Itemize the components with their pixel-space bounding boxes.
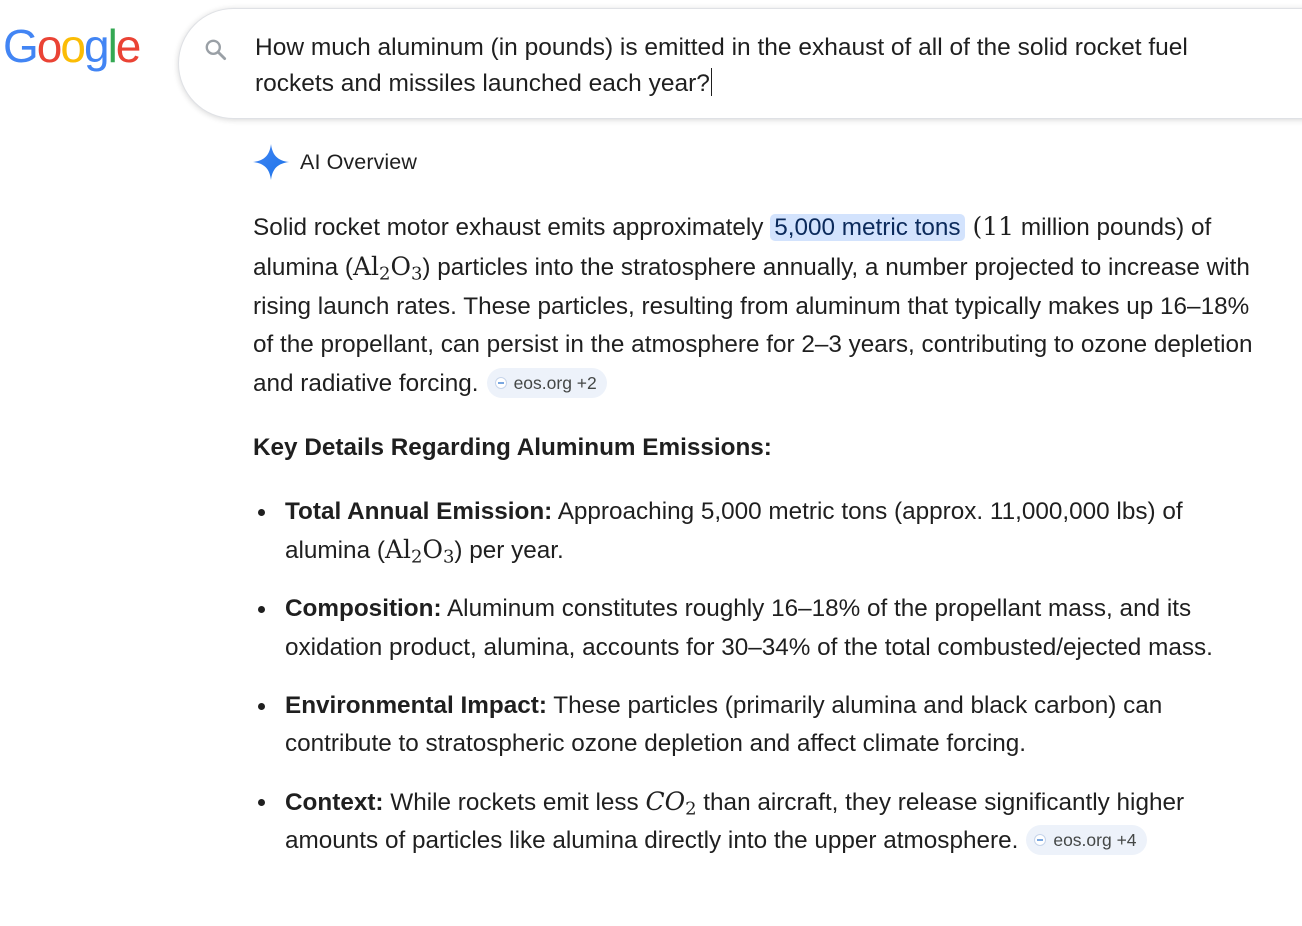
summary-text: Solid rocket motor exhaust emits approximately	[253, 214, 771, 241]
source-chip-label: eos.org +4	[1053, 830, 1137, 851]
list-item-label: Context:	[285, 788, 384, 816]
ai-overview-header	[252, 143, 417, 181]
summary-text: (	[964, 212, 983, 241]
logo-letter: l	[107, 20, 116, 72]
source-chip[interactable]	[1026, 825, 1146, 855]
formula-element: CO	[645, 786, 686, 816]
list-item-text: These particles (primarily alumina and black carbon) can contribute to stratospheric ozone depletion and affect climate forcing.	[285, 691, 1163, 758]
text-cursor	[711, 68, 713, 96]
formula-subscript: 2	[411, 546, 423, 568]
alumina-formula	[384, 535, 455, 568]
formula-element: Al	[352, 251, 379, 281]
key-details-list	[253, 493, 1273, 861]
search-icon[interactable]	[203, 37, 229, 63]
summary-text: million pounds) of alumina (	[253, 214, 1212, 281]
search-box[interactable]	[178, 8, 1302, 119]
logo-letter: g	[83, 20, 108, 72]
summary-paragraph	[253, 208, 1273, 404]
list-item	[253, 687, 1273, 764]
formula-subscript: 3	[442, 546, 455, 568]
source-chip-label: eos.org +2	[513, 373, 597, 394]
logo-letter: o	[60, 20, 84, 72]
logo-letter: G	[3, 20, 37, 72]
bullet-icon	[258, 606, 265, 613]
bullet-icon	[258, 509, 265, 516]
google-logo[interactable]	[3, 18, 139, 74]
sparkle-icon	[252, 143, 290, 181]
list-item-text: Aluminum constitutes roughly 16–18% of the propellant mass, and its oxidation product, alumina, accounts for 30–34% of the total combusted/ejected mass.	[285, 595, 1213, 661]
bullet-icon	[258, 703, 265, 710]
highlighted-figure[interactable]: 5,000 metric tons	[770, 214, 964, 241]
list-item	[253, 493, 1273, 571]
list-item	[253, 783, 1273, 861]
list-item-label: Total Annual Emission:	[285, 497, 553, 525]
search-query-line: rockets and missiles launched each year?	[255, 70, 710, 97]
list-item-label: Composition:	[285, 595, 442, 623]
alumina-formula	[352, 251, 423, 285]
math-number: 11	[982, 212, 1015, 241]
formula-subscript: 2	[379, 263, 391, 285]
list-item-text: While rockets emit less	[383, 788, 646, 816]
list-item-text: ) per year.	[454, 537, 564, 565]
search-input[interactable]	[255, 30, 1295, 102]
logo-letter: e	[115, 20, 140, 72]
list-item-text: Approaching 5,000 metric tons (approx. 11,000,000 lbs) of alumina (	[285, 497, 1183, 565]
formula-subscript: 2	[685, 798, 697, 820]
search-query-line: How much aluminum (in pounds) is emitted in the exhaust of all of the solid rocket fuel	[255, 34, 1188, 61]
co2-formula	[645, 786, 697, 820]
key-details-heading: Key Details Regarding Aluminum Emissions:	[253, 433, 772, 461]
list-item-label: Environmental Impact:	[285, 691, 547, 719]
bullet-icon	[258, 799, 265, 806]
formula-subscript: 3	[410, 263, 423, 285]
favicon-icon	[1034, 834, 1046, 846]
logo-letter: o	[36, 20, 61, 72]
ai-overview-title: AI Overview	[300, 149, 417, 174]
formula-element: Al	[384, 535, 411, 565]
ai-overview-content	[253, 208, 1273, 880]
list-item-text: than aircraft, they release significantly higher amounts of particles like alumina directly into the upper atmosphere.	[285, 788, 1185, 855]
list-item	[253, 590, 1273, 667]
favicon-icon	[495, 377, 507, 389]
formula-element: O	[390, 251, 411, 281]
summary-text: ) particles into the stratosphere annually, a number projected to increase with rising launch rates. These particles, resulting from aluminum that typically makes up 16–18% of the propellant, can persist in the atmosphere for 2–3 years, contributing to ozone depletion and radiative forcing.	[253, 253, 1253, 398]
formula-element: O	[422, 535, 443, 565]
source-chip[interactable]	[487, 368, 607, 398]
